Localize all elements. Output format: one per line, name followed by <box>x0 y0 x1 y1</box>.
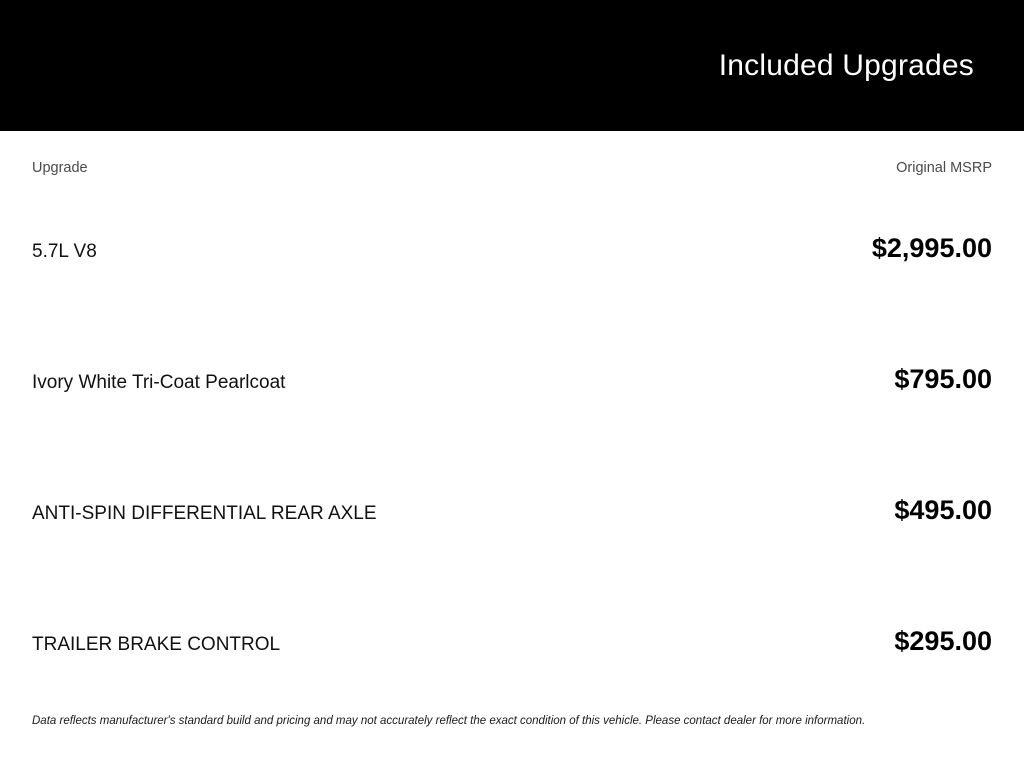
page-header <box>0 0 1024 131</box>
upgrade-price: $795.00 <box>894 364 992 394</box>
upgrade-price: $295.00 <box>894 626 992 656</box>
column-header-original-msrp: Original MSRP <box>896 160 992 176</box>
table-row <box>32 307 992 438</box>
bottom-spacer <box>32 729 992 768</box>
table-row <box>32 438 992 569</box>
upgrade-name: Ivory White Tri-Coat Pearlcoat <box>32 372 286 393</box>
upgrade-name: TRAILER BRAKE CONTROL <box>32 634 281 655</box>
disclaimer-text: Data reflects manufacturer's standard build and pricing and may not accurately reflect the exact condition of this vehicle. Please contact dealer for more information. <box>32 715 866 727</box>
upgrades-list <box>32 176 992 700</box>
column-header-upgrade: Upgrade <box>32 160 88 176</box>
table-column-headers <box>32 131 992 176</box>
upgrade-price: $2,995.00 <box>871 233 992 263</box>
upgrade-name: 5.7L V8 <box>32 241 97 262</box>
table-row <box>32 569 992 700</box>
page-content <box>0 131 1024 768</box>
upgrade-name: ANTI-SPIN DIFFERENTIAL REAR AXLE <box>32 503 377 524</box>
table-row <box>32 176 992 307</box>
page-title: Included Upgrades <box>718 49 974 82</box>
upgrade-price: $495.00 <box>894 495 992 525</box>
